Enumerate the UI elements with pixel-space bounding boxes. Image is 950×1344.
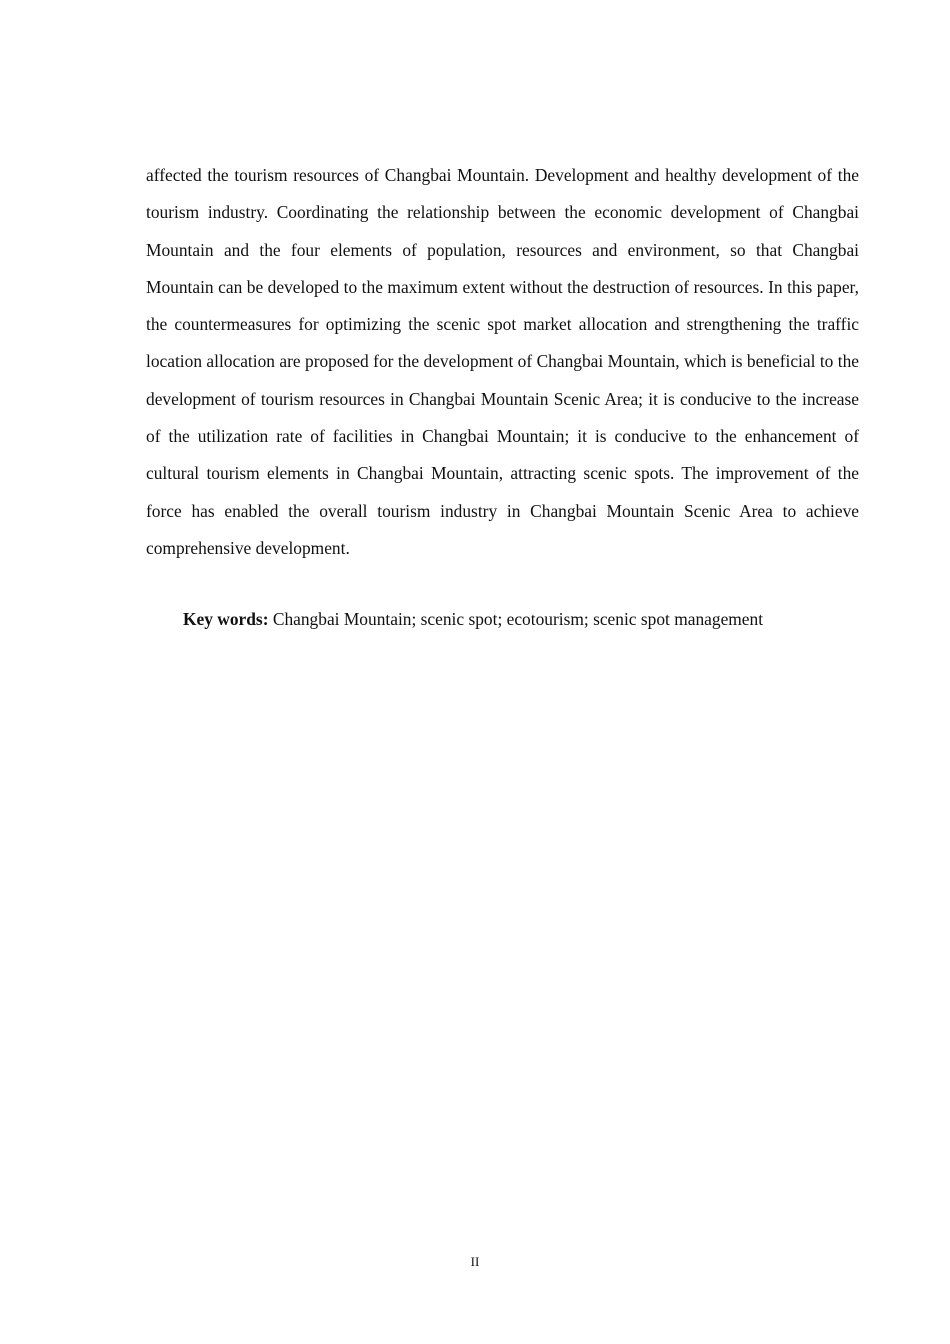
page-number: II [470,1254,480,1269]
abstract-paragraph: affected the tourism resources of Changbai Mountain. Development and healthy development of the tourism industry. Coordinating the relationship between the economic development of Changbai Mountain and the four elements of population, resources and environment, so that Changbai Mountain can be developed to the maximum extent without the destruction of resources. In this paper, the countermeasures for optimizing the scenic spot market allocation and strengthening the traffic location allocation are proposed for the development of Changbai Mountain, which is beneficial to the development of tourism resources in Changbai Mountain Scenic Area; it is conducive to the increase of the utilization rate of facilities in Changbai Mountain; it is conducive to the enhancement of cultural tourism elements in Changbai Mountain, attracting scenic spots. The improvement of the force has enabled the overall tourism industry in Changbai Mountain Scenic Area to achieve comprehensive development. [146,165,859,558]
keywords-line [146,604,859,634]
keywords-text: Changbai Mountain; scenic spot; ecotourism; scenic spot management [268,609,764,629]
keywords-label: Key words: [183,609,269,629]
